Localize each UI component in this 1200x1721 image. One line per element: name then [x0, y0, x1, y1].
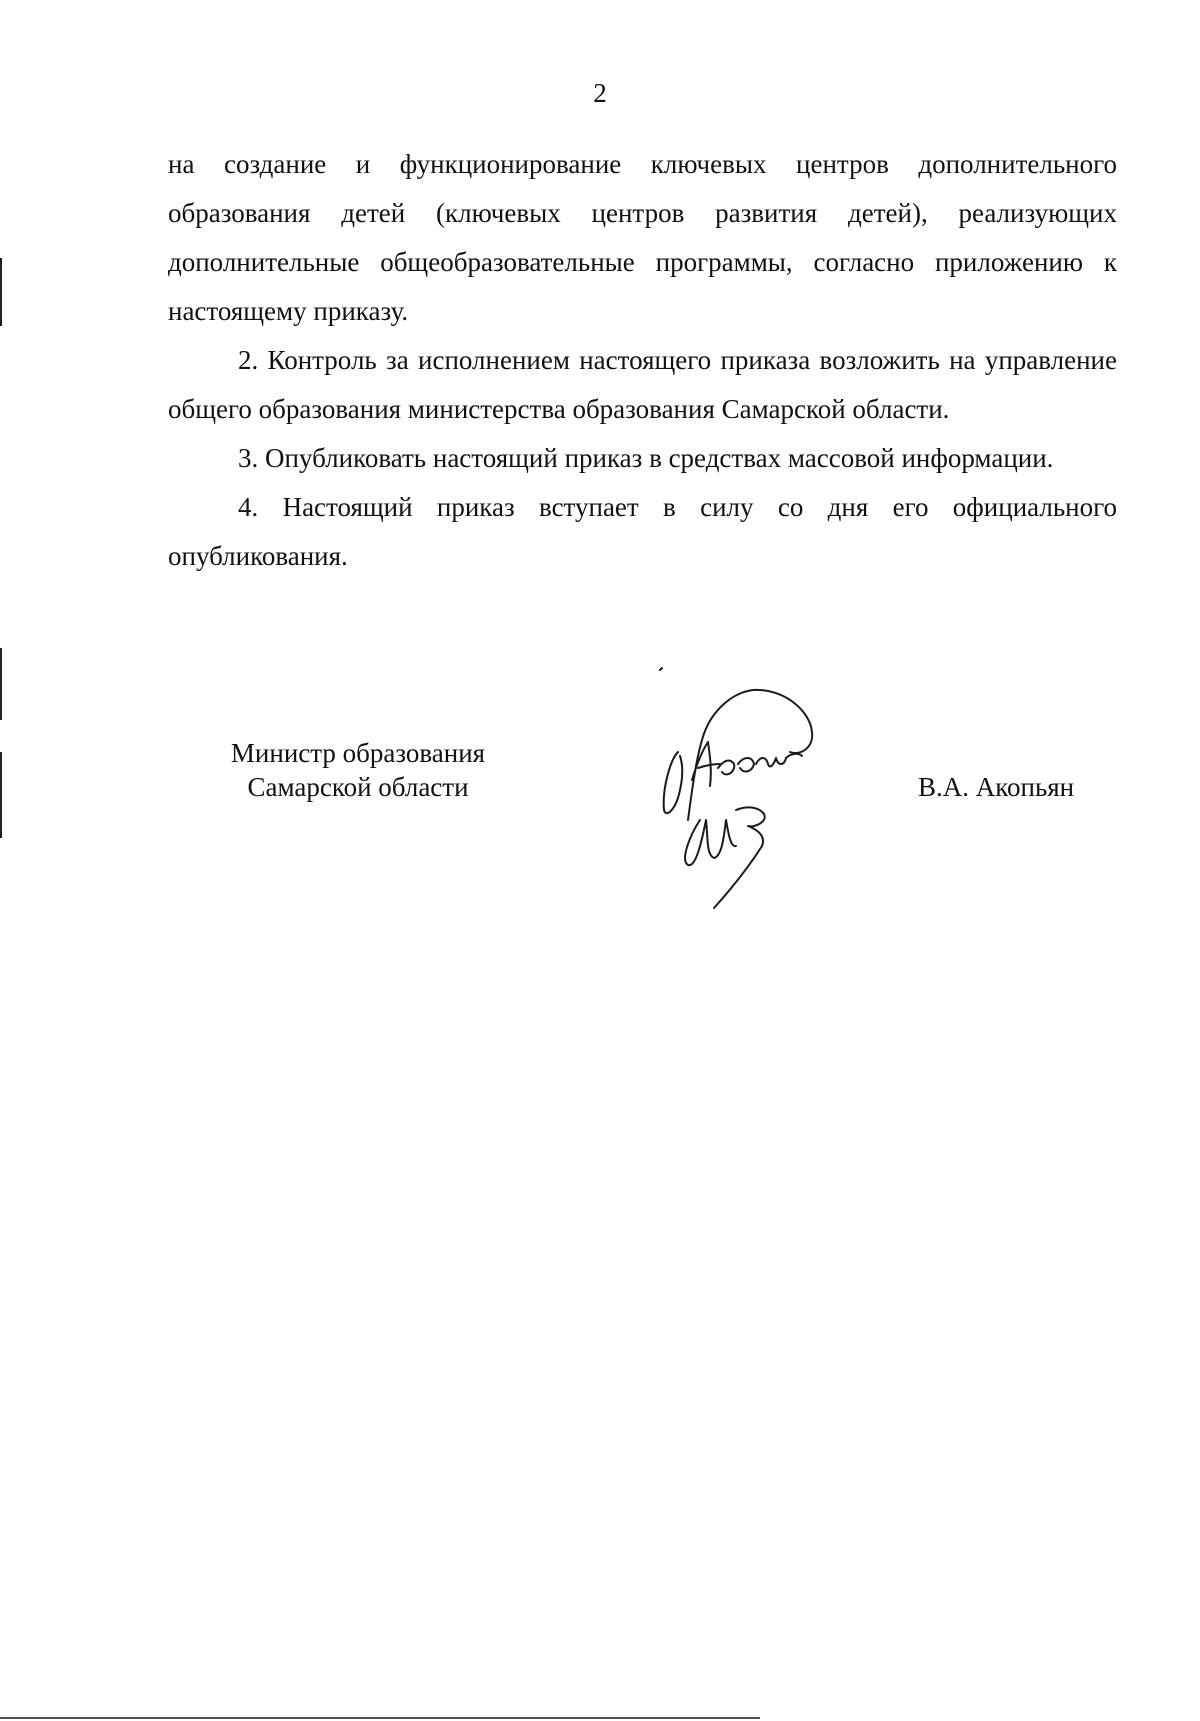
document-body — [168, 140, 1117, 581]
paragraph-4: 4. Настоящий приказ вступает в силу со дня его официального опубликования. — [168, 492, 1117, 571]
signer-position — [218, 736, 498, 804]
scan-edge-mark — [0, 648, 2, 720]
position-line-2: Самарской области — [247, 772, 469, 802]
scan-edge-mark — [0, 1717, 760, 1719]
paragraph-3: 3. Опубликовать настоящий приказ в средствах массовой информации. — [238, 443, 1054, 473]
paragraph-2: 2. Контроль за исполнением настоящего приказа возложить на управление общего образования министерства образования Самарской области. — [168, 345, 1117, 424]
paragraph-1: на создание и функционирование ключевых центров дополнительного образования детей (ключевых центров развития детей), реализующих дополнительные общеобразовательные программы, согласно приложению к настоящему приказу. — [168, 149, 1117, 326]
signer-name: В.А. Акопьян — [918, 772, 1075, 802]
scan-edge-mark — [0, 258, 2, 326]
signature-block — [0, 720, 1200, 940]
position-line-1: Министр образования — [230, 738, 486, 768]
page-number: 2 — [593, 78, 607, 108]
handwritten-signature — [640, 660, 860, 920]
